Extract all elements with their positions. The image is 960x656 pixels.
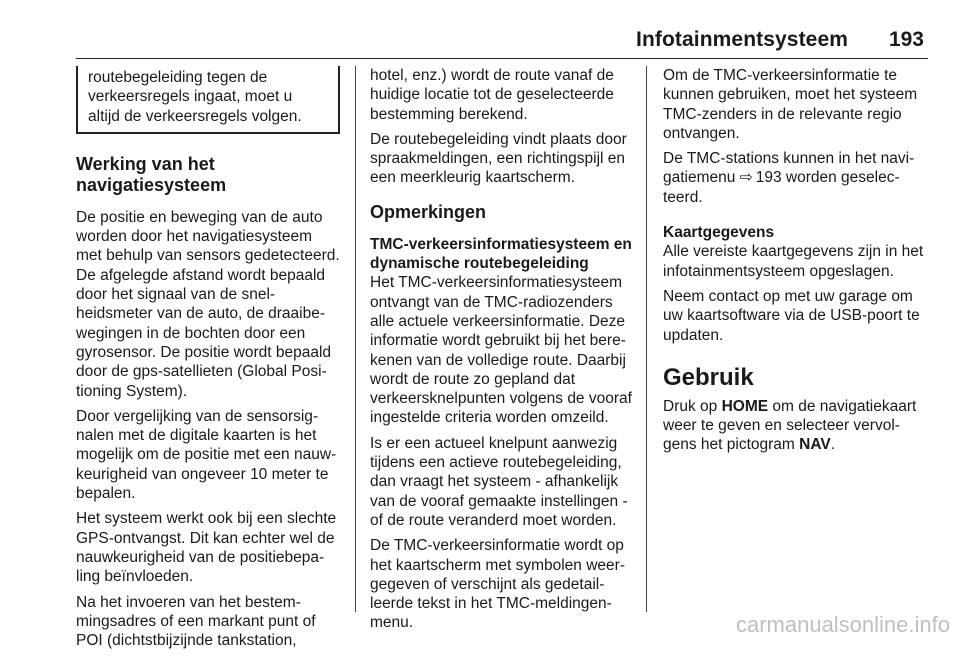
paragraph <box>663 397 927 455</box>
page-header-title: Infotainmentsysteem <box>636 28 848 51</box>
text-segment: om de navigatiekaart weer te geven en selecteer vervolgens het pictogram <box>663 397 917 454</box>
text-segment: . <box>830 436 836 454</box>
paragraph <box>663 149 927 207</box>
home-key-label: HOME <box>721 397 769 415</box>
paragraph: Is er een actueel knelpunt aanwezig tijdens een actieve routebegeleiding, dan vraagt het systeem - afhankelijk van de vooraf gemaakte instellingen - of de route veranderd moet worden. <box>370 434 628 529</box>
page-reference-link[interactable]: 193 <box>755 169 782 187</box>
paragraph: Het TMC-verkeersinformatiesysteem ontvangt van de TMC-radiozenders alle actuele verkeersinformatie. Deze informatie wordt gebruikt bij het berekenen van de volledige route. Daarbij wordt de route zo gepland dat verkeersknelpunten volgens de vooraf ingestelde criteria worden omzeild. <box>370 274 632 427</box>
page-number: 193 <box>888 28 924 51</box>
subheading-map-data: Kaartgegevens <box>663 224 775 242</box>
paragraph: De routebegeleiding vindt plaats door spraakmeldingen, een richtingspijl en een meerkleurig kaartscherm. <box>370 130 627 187</box>
paragraph: Na het invoeren van het bestemmingsadres of een markant punt of POI (dichtstbijzijnde tankstation, <box>76 593 316 650</box>
column-1 <box>76 66 340 656</box>
text-segment: Druk op <box>663 397 722 415</box>
nav-icon-label: NAV <box>799 436 831 454</box>
paragraph: Door vergelijking van de sensorsignalen met de digitale kaarten is het mogelijk om de positie met een nauwkeurigheid van ongeveer 10 meter te bepalen. <box>76 407 337 503</box>
column-3 <box>663 66 927 461</box>
text-segment: worden geselecteerd. <box>663 169 900 206</box>
paragraph: Alle vereiste kaartgegevens zijn in het infotainmentsysteem opgeslagen. <box>663 243 924 280</box>
paragraph: Neem contact op met uw garage om uw kaartsoftware via de USB-poort te updaten. <box>663 287 920 344</box>
section-heading-remarks: Opmerkingen <box>370 201 487 222</box>
paragraph: De positie en beweging van de auto worden door het navigatiesysteem met behulp van sensors gedetecteerd. De afgelegde afstand wordt bepaald door het signaal van de snelheidsmeter van de auto, de draaibewegingen in de bochten door een gyrosensor. De positie wordt bepaald door de gps-satellieten (Global Positioning System). <box>76 208 340 400</box>
column-2 <box>370 66 634 639</box>
paragraph: Om de TMC-verkeersinformatie te kunnen gebruiken, moet het systeem TMC-zenders in de relevante regio ontvangen. <box>663 67 918 142</box>
column-divider-2 <box>646 66 647 612</box>
column-divider-1 <box>355 66 356 612</box>
text-segment: De TMC-stations kunnen in het navigatiemenu <box>663 150 915 187</box>
notice-text: routebegeleiding tegen de verkeersregels ingaat, moet u altijd de verkeersregels volgen. <box>88 69 302 125</box>
paragraph: Het systeem werkt ook bij een slechte GPS-ontvangst. Dit kan echter wel de nauwkeurigheid van de positiebepaling beïnvloeden. <box>76 510 337 586</box>
watermark: carmanualsonline.info <box>735 612 950 637</box>
section-heading-usage: Gebruik <box>663 363 754 391</box>
reference-arrow-icon: ⇨ <box>739 169 753 187</box>
paragraph: hotel, enz.) wordt de route vanaf de huidige locatie tot de geselecteerde bestemming berekend. <box>370 67 614 123</box>
subheading-tmc: TMC-verkeersinformatiesysteem en dynamische routebegeleiding <box>370 235 632 273</box>
notice-box <box>76 66 340 134</box>
paragraph: De TMC-verkeersinformatie wordt op het kaartscherm met symbolen weergegeven of verschijnt als gedetailleerde tekst in het TMC-meldingenmenu. <box>370 537 625 632</box>
header-divider <box>76 58 928 59</box>
section-heading-navigation: Werking van het navigatiesysteem <box>76 153 227 195</box>
